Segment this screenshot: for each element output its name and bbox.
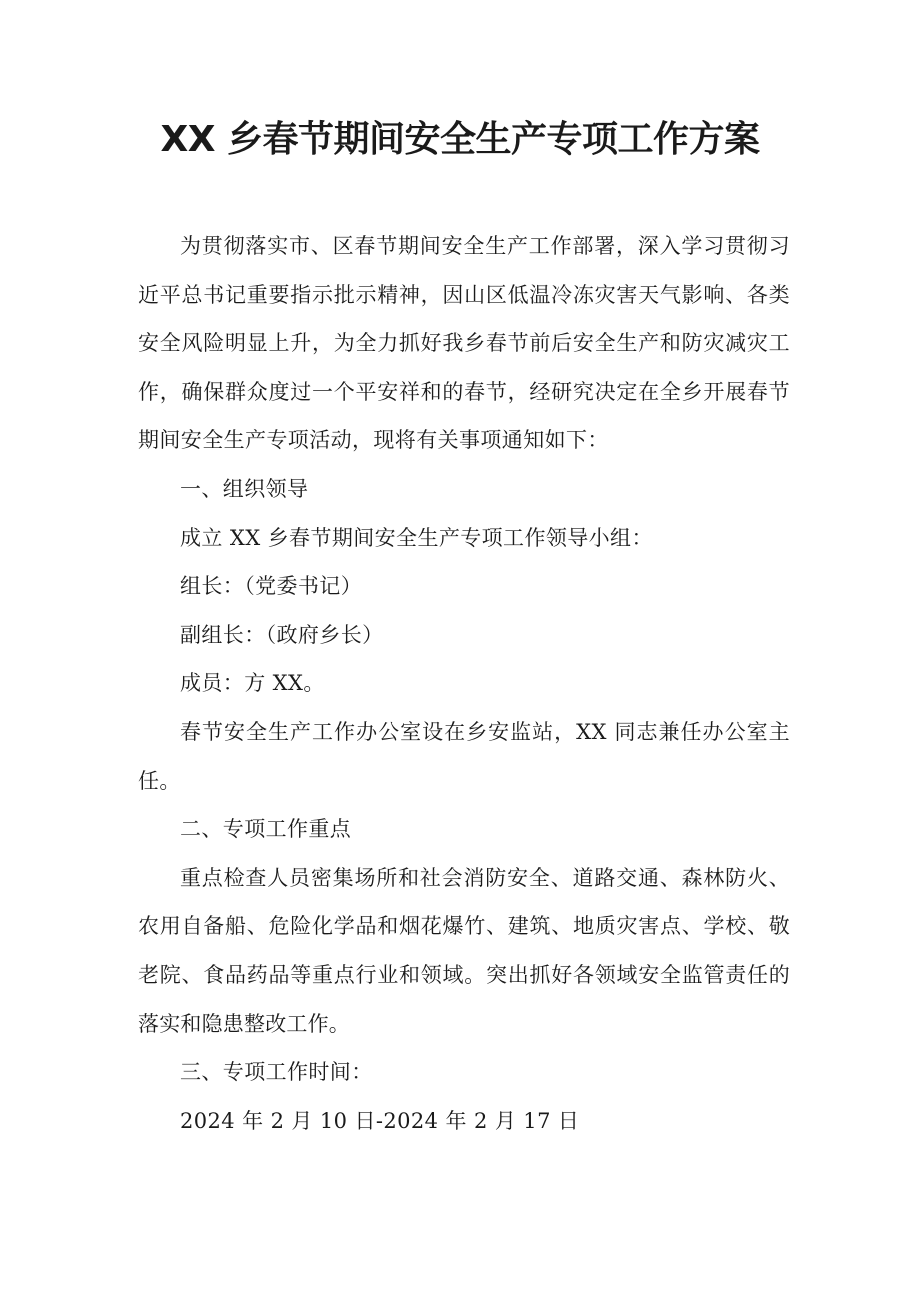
document-title-prefix: XX xyxy=(160,119,215,160)
section-heading-organization: 一、组织领导 xyxy=(180,476,309,501)
work-period-line: 2024 年 2 月 10 日-2024 年 2 月 17 日 xyxy=(180,1108,580,1133)
leadership-group-line: 成立 XX 乡春节期间安全生产专项工作领导小组： xyxy=(180,525,653,550)
intro-paragraph: 为贯彻落实市、区春节期间安全生产工作部署，深入学习贯彻习近平总书记重要指示批示精神，因山区低温冷冻灾害天气影响、各类安全风险明显上升，为全力抓好我乡春节前后安全生产和防灾减灾工作，确保群众度过一个平安祥和的春节，经研究决定在全乡开展春节期间安全生产专项活动，现将有关事项通知如下： xyxy=(138,234,790,453)
key-work-paragraph: 重点检查人员密集场所和社会消防安全、道路交通、森林防火、农用自备船、危险化学品和烟花爆竹、建筑、地质灾害点、学校、敬老院、食品药品等重点行业和领域。突出抓好各领域安全监管责任的落实和隐患整改工作。 xyxy=(138,865,790,1036)
section-heading-time: 三、专项工作时间： xyxy=(180,1060,373,1085)
document-title-text: 乡春节期间安全生产专项工作方案 xyxy=(214,119,760,160)
deputy-leader-line: 副组长：（政府乡长） xyxy=(180,622,384,647)
group-leader-line: 组长：（党委书记） xyxy=(180,574,363,599)
document-body xyxy=(138,222,790,1145)
document-title xyxy=(0,112,920,168)
section-heading-key-work: 二、专项工作重点 xyxy=(180,817,352,842)
members-line: 成员：方 XX。 xyxy=(180,671,325,696)
office-paragraph: 春节安全生产工作办公室设在乡安监站，XX 同志兼任办公室主任。 xyxy=(138,719,790,793)
